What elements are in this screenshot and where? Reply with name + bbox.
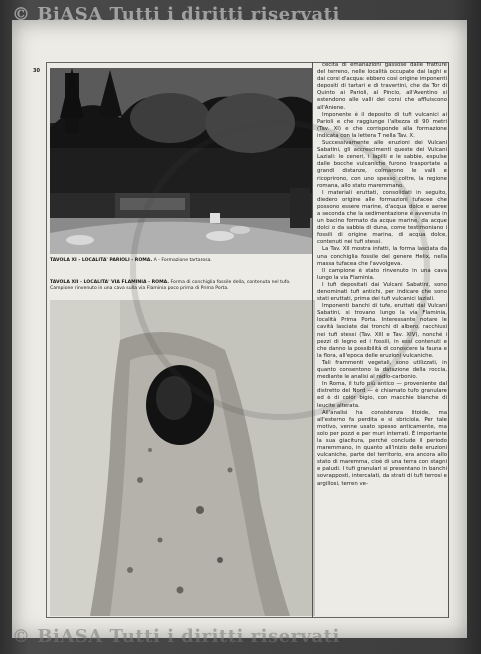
caption-tavola-xi-text: A - Formazione tartarosa.	[153, 258, 212, 263]
body-paragraph: La Tav. XII mostra infatti, la forma lasciata da una conchiglia fossile del genere Helix, nella massa tufacea che l'avvolgeva.	[317, 246, 447, 267]
body-paragraph: I tufi depositati dai Vulcani Sabatini, sono denominati tufi antichi, per indicare che sono stati eruttati, prima dei tufi vulcanici laziali.	[317, 281, 447, 303]
body-paragraph: cecita di emanazioni gassose dalle fratture del terreno, nelle località occupate dai laghi e dai corsi d'acqua: ebbero così origine imponenti depositi di tartari e di travertini, che da Tor di Quinto ai Parioli, al Pincio, all'Aventino si estendono alle valli dei corsi che affluiscono all'Aniene.	[317, 62, 447, 111]
watermark-top: © BiASA Tutti i diritti riservati	[12, 4, 340, 25]
body-paragraph: Tali frammenti vegetali, sono utilizzati, in quanto consentono la datazione della roccia, mediante le analisi al radio-carbonio.	[317, 359, 447, 381]
column-rule-right	[448, 62, 449, 618]
body-paragraph: I materiali eruttati, consolidati in seguito, diedero origine alle formazioni tufacee che possono essere marine, d'acqua dolce e aeree a seconda che la sedimentazione è avvenuta in un bacino formato da acque marine, da acque dolci o da sabbia di duna, come testimoniano i fossili di origine marina, di acqua dolce, contenuti nei tufi stessi.	[317, 189, 447, 246]
page-number: 30	[33, 68, 40, 74]
caption-tavola-xii-text: Forma di conchiglia fossile della, contenuta nel tufo. Campione rinvenuto in una cava sulla via Flaminia poco prima di Prima Porta.	[50, 280, 291, 292]
watermark-bottom: © BiASA Tutti i diritti riservati	[12, 626, 340, 647]
body-paragraph: All'analisi ha consistenza litoide, ma all'esterno fa perdita e si sbriciola. Per tale motivo, venne usato spesso anticamente, ma solo per pozzi e per muri interrati. È importante la sua giacitura, perché conclude il periodo maremmano, in quanto all'inizio delle eruzioni vulcaniche, parte del territorio, era ancora allo stato di maremma, cioè di una terra con stagni e paludi. I tufi granulari si presentano in banchi sovrapposti, intercalati, da strati di tufi terrosi e argillosi, terren ve-	[317, 409, 447, 487]
body-paragraph: Imponente è il deposito di tufi vulcanici ai Parioli e che raggiunge l'altezza di 90 metri (Tav. XI) e che corrisponde alla formazione indicata con la lettera T nella Tav. X.	[317, 111, 447, 139]
body-paragraph: In Roma, il tufo più antico — proveniente dal distretto del Nord — è chiamato tufo granulare ed è di color bigio, con macchie bianche di leucite alterata.	[317, 381, 447, 409]
caption-tavola-xii-title: TAVOLA XII - LOCALITA' VIA FLAMINIA - ROMA.	[50, 280, 170, 285]
body-paragraph: Imponenti banchi di tufe, eruttati dai Vulcani Sabatini, si trovano lungo la via Flaminia, località Prima Porta. Interessante notare le cavità lasciate dai tronchi di albero, racchiusi nei tufi stessi (Tav. XIII e Tav. XIV), nonché i pezzi di legno ed i fossili, in essi contenuti e che danno la possibilità di conoscere la fauna e la flora, all'epoca delle eruzioni vulcaniche.	[317, 303, 447, 359]
caption-tavola-xi-title: TAVOLA XI - LOCALITA' PARIOLI - ROMA.	[50, 258, 153, 263]
body-text-column	[317, 62, 447, 622]
body-paragraph: Successivamente alle eruzioni dei Vulcani Sabatini, gli accrescimenti queste dei Vulcani Laziali: le ceneri, i lapilli e le sabbie, espulse dalle bocche vulcaniche furono trasportate a grandi distanze, colmarono le valli e ricoprirono, con uno spesso coltre, la regione romana, allo stato maremmano.	[317, 140, 447, 189]
body-paragraph: Il campione è stato rinvenuto in una cava lungo la via Flaminia.	[317, 267, 447, 281]
